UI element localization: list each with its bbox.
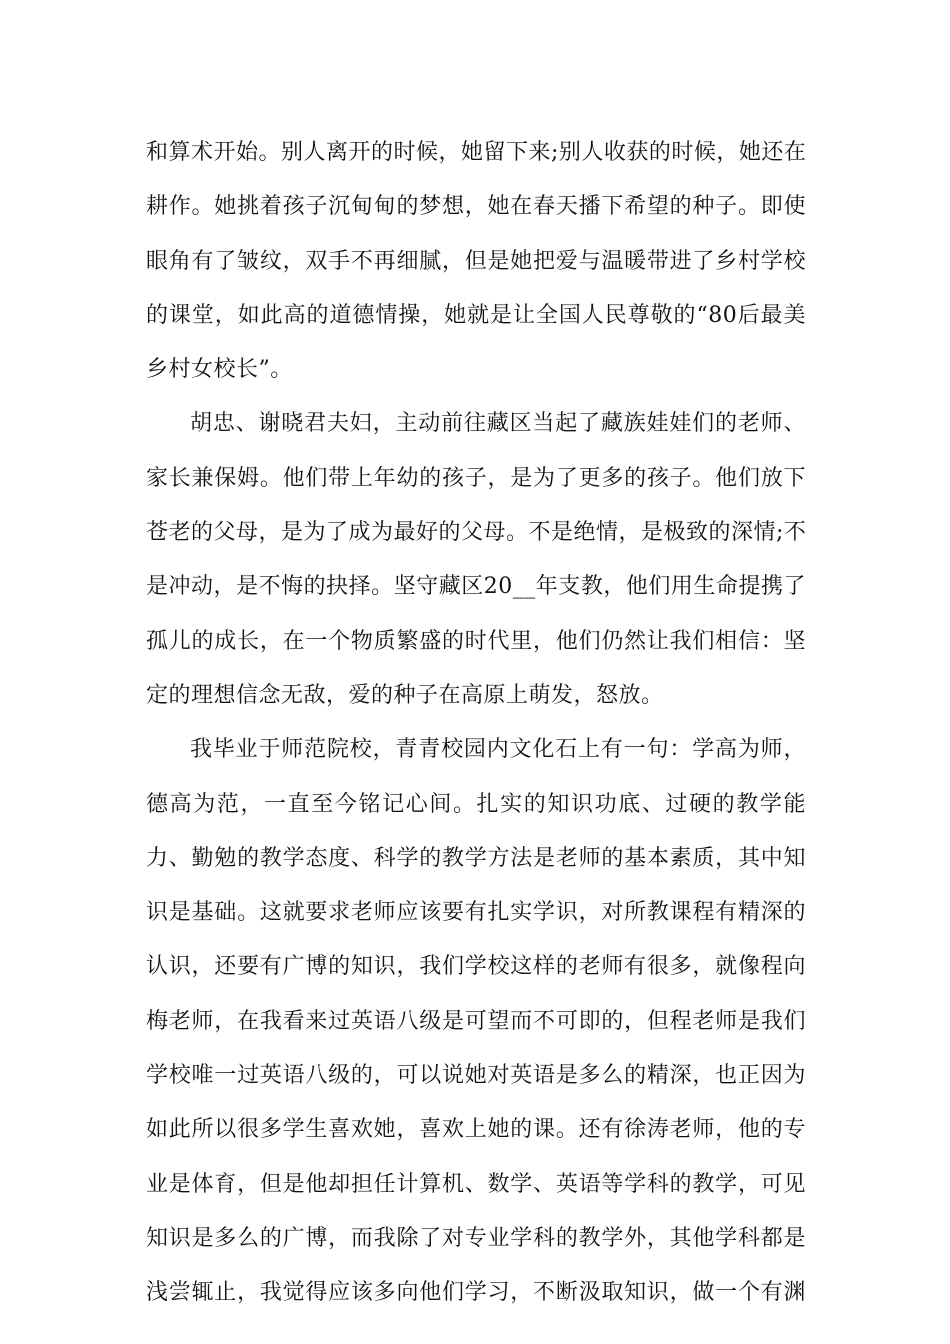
paragraph-3-line-7: 学校唯一过英语八级的，可以说她对英语是多么的精深，也正因为 xyxy=(146,1063,806,1089)
paragraph-1-line-1: 和算术开始。别人离开的时候，她留下来;别人收获的时候，她还在 xyxy=(146,140,807,165)
paragraph-1-line-2: 耕作。她挑着孩子沉甸甸的梦想，她在春天播下希望的种子。即使 xyxy=(146,194,806,220)
paragraph-3-line-5: 认识，还要有广博的知识，我们学校这样的老师有很多，就像程向 xyxy=(146,954,806,980)
paragraph-2-line-2: 家长兼保姆。他们带上年幼的孩子，是为了更多的孩子。他们放下 xyxy=(146,465,806,491)
paragraph-3-line-4: 识是基础。这就要求老师应该要有扎实学识，对所教课程有精深的 xyxy=(146,900,806,926)
paragraph-2-line-5: 孤儿的成长，在一个物质繁盛的时代里，他们仍然让我们相信：坚 xyxy=(146,628,806,654)
paragraph-2-line-3: 苍老的父母，是为了成为最好的父母。不是绝情，是极致的深情;不 xyxy=(146,520,807,546)
paragraph-1-line-4: 的课堂，如此高的道德情操，她就是让全国人民尊敬的“80后最美 xyxy=(146,302,806,328)
paragraph-1-line-3: 眼角有了皱纹，双手不再细腻，但是她把爱与温暖带进了乡村学校 xyxy=(146,248,806,274)
document-body-text xyxy=(146,130,806,1325)
paragraph-3-line-2: 德高为范，一直至今铭记心间。扎实的知识功底、过硬的教学能 xyxy=(146,791,806,817)
paragraph-3-line-9: 业是体育，但是他却担任计算机、数学、英语等学科的教学，可见 xyxy=(146,1171,806,1197)
paragraph-3-line-6: 梅老师，在我看来过英语八级是可望而不可即的，但程老师是我们 xyxy=(146,1008,806,1034)
paragraph-1-line-5: 乡村女校长”。 xyxy=(146,357,293,383)
paragraph-2-line-6: 定的理想信念无敌，爱的种子在高原上萌发，怒放。 xyxy=(146,682,664,708)
paragraph-3-line-8: 如此所以很多学生喜欢她，喜欢上她的课。还有徐涛老师，他的专 xyxy=(146,1117,806,1143)
paragraph-2-line-1: 胡忠、谢晓君夫妇，主动前往藏区当起了藏族娃娃们的老师、 xyxy=(190,411,806,437)
paragraph-3-line-1: 我毕业于师范院校，青青校园内文化石上有一句：学高为师， xyxy=(190,737,806,763)
paragraph-2-line-4: 是冲动，是不悔的抉择。坚守藏区20__年支教，他们用生命提携了 xyxy=(146,574,806,600)
paragraph-3-line-3: 力、勤勉的教学态度、科学的教学方法是老师的基本素质，其中知 xyxy=(146,845,806,871)
paragraph-3-line-10: 知识是多么的广博，而我除了对专业学科的教学外，其他学科都是 xyxy=(146,1225,806,1251)
paragraph-3-line-11: 浅尝辄止，我觉得应该多向他们学习，不断汲取知识，做一个有渊 xyxy=(146,1280,806,1306)
